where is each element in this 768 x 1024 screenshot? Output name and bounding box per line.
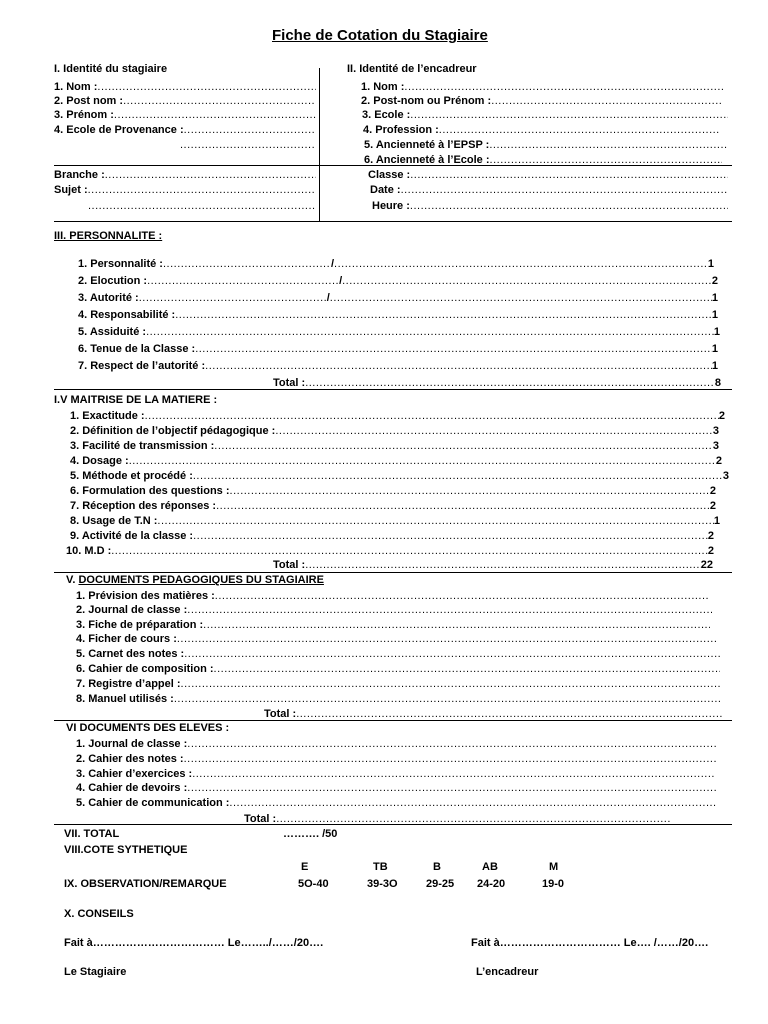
range-tb: 39-3O — [367, 878, 398, 890]
respect-autorite-row[interactable]: 7. Respect de l’autorité : ..... 1 — [78, 359, 718, 373]
ficher-cours-row[interactable]: 4. Ficher de cours : ..... — [76, 632, 716, 646]
elocution-row[interactable]: 2. Elocution : ..... / ..... 2 — [78, 274, 718, 288]
stagiaire-heading: I. Identité du stagiaire — [54, 63, 168, 75]
personnalite-heading: III. PERSONNALITE : — [54, 230, 163, 242]
registre-appel-row[interactable]: 7. Registre d’appel : ..... — [76, 677, 720, 691]
encadreur-nom-field[interactable]: 1. Nom : ..... — [361, 80, 723, 94]
personnalite-total-row[interactable]: Total : ..... 8 — [273, 376, 721, 390]
encadreur-heure-field[interactable]: Heure : ..... — [372, 199, 728, 213]
docs-eleves-rule — [54, 824, 732, 825]
total-value[interactable]: ………. /50 — [283, 828, 338, 840]
personnalite-row[interactable]: 1. Personnalité : ..... / ..... 1 — [78, 257, 714, 271]
responsabilite-row[interactable]: 4. Responsabilité : ..... 1 — [78, 308, 718, 322]
page-title: Fiche de Cotation du Stagiaire — [272, 27, 488, 44]
transmission-row[interactable]: 3. Facilité de transmission : ..... 3 — [70, 439, 719, 453]
stagiaire-nom-field[interactable]: 1. Nom : ..... — [54, 80, 316, 94]
range-ab: 24-20 — [477, 878, 506, 890]
grade-b: B — [433, 861, 441, 873]
md-row[interactable]: 10. M.D : ..... 2 — [66, 544, 714, 558]
fait-left[interactable]: Fait à……………………………… Le……../……/20…. — [64, 937, 324, 949]
docs-stagiaire-heading: V. DOCUMENTS PEDAGOGIQUES DU STAGIAIRE — [66, 574, 324, 586]
eleves-cahier-exercices-row[interactable]: 3. Cahier d’exercices : ..... — [76, 767, 716, 781]
docs-eleves-heading: VI DOCUMENTS DES ELEVES : — [66, 722, 230, 734]
personnalite-rule — [54, 389, 732, 390]
encadreur-anciennete-epsp-field[interactable]: 5. Ancienneté à l’EPSP : ..... — [364, 138, 728, 152]
stagiaire-ecole-field[interactable]: 4. Ecole de Provenance : ..... — [54, 123, 316, 137]
stagiaire-prenom-field[interactable]: 3. Prénom : ..... — [54, 108, 316, 122]
journal-classe-row[interactable]: 2. Journal de classe : ..... — [76, 603, 712, 617]
docs-stagiaire-total-row[interactable]: Total : ..... — [264, 707, 722, 721]
stagiaire-sujet-continuation[interactable] — [88, 199, 316, 213]
formulation-questions-row[interactable]: 6. Formulation des questions : ..... 2 — [70, 484, 716, 498]
grade-m: M — [549, 861, 559, 873]
stagiaire-ecole-continuation[interactable] — [180, 138, 316, 152]
dosage-row[interactable]: 4. Dosage : ..... 2 — [70, 454, 722, 468]
grade-tb: TB — [373, 861, 388, 873]
range-m: 19-0 — [542, 878, 565, 890]
exactitude-row[interactable]: 1. Exactitude : ..... 2 — [70, 409, 725, 423]
eleves-cahier-devoirs-row[interactable]: 4. Cahier de devoirs : ..... — [76, 781, 716, 795]
fiche-preparation-row[interactable]: 3. Fiche de préparation : ..... — [76, 618, 710, 632]
stagiaire-postnom-field[interactable]: 2. Post nom : ..... — [54, 94, 316, 108]
encadreur-heading: II. Identité de l’encadreur — [347, 63, 477, 75]
grade-e: E — [301, 861, 309, 873]
eleves-cahier-notes-row[interactable]: 2. Cahier des notes : ..... — [76, 752, 716, 766]
range-e: 5O-40 — [298, 878, 329, 890]
tenue-classe-row[interactable]: 6. Tenue de la Classe : ..... 1 — [78, 342, 718, 356]
total-label: VII. TOTAL — [64, 828, 120, 840]
autorite-row[interactable]: 3. Autorité : ..... / ..... 1 — [78, 291, 718, 305]
maitrise-heading: I.V MAITRISE DE LA MATIERE : — [54, 394, 218, 406]
manuel-utilises-row[interactable]: 8. Manuel utilisés : ..... — [76, 692, 720, 706]
fait-right[interactable]: Fait à…………………………… Le…. /……/20…. — [471, 937, 709, 949]
observation-label: IX. OBSERVATION/REMARQUE — [64, 878, 227, 890]
activite-classe-row[interactable]: 9. Activité de la classe : ..... 2 — [70, 529, 714, 543]
signature-stagiaire: Le Stagiaire — [64, 966, 127, 978]
stagiaire-sujet-field[interactable]: Sujet : ..... — [54, 183, 316, 197]
cahier-composition-row[interactable]: 6. Cahier de composition : ..... — [76, 662, 720, 676]
conseils-label: X. CONSEILS — [64, 908, 134, 920]
reception-reponses-row[interactable]: 7. Réception des réponses : ..... 2 — [70, 499, 716, 513]
identity-bottom-rule — [54, 221, 732, 222]
encadreur-postnom-field[interactable]: 2. Post-nom ou Prénom : ..... — [361, 94, 721, 108]
encadreur-ecole-field[interactable]: 3. Ecole : ..... — [362, 108, 728, 122]
methode-procede-row[interactable]: 5. Méthode et procédé : ..... 3 — [70, 469, 729, 483]
signature-encadreur: L’encadreur — [476, 966, 539, 978]
usage-tn-row[interactable]: 8. Usage de T.N : ..... 1 — [70, 514, 720, 528]
encadreur-anciennete-ecole-field[interactable]: 6. Ancienneté à l’Ecole : ..... — [364, 153, 722, 167]
carnet-notes-row[interactable]: 5. Carnet des notes : ..... — [76, 647, 720, 661]
encadreur-date-field[interactable]: Date : ..... — [370, 183, 728, 197]
assiduite-row[interactable]: 5. Assiduité : ..... 1 — [78, 325, 720, 339]
maitrise-total-row[interactable]: Total : ..... 22 — [273, 558, 713, 572]
cote-label: VIII.COTE SYTHETIQUE — [64, 844, 188, 856]
encadreur-classe-field[interactable]: Classe : ..... — [368, 168, 728, 182]
prevision-matieres-row[interactable]: 1. Prévision des matières : ..... — [76, 589, 710, 603]
grade-ab: AB — [482, 861, 498, 873]
identity-divider — [319, 68, 320, 222]
eleves-cahier-communication-row[interactable]: 5. Cahier de communication : ..... — [76, 796, 716, 810]
eleves-journal-classe-row[interactable]: 1. Journal de classe : ..... — [76, 737, 716, 751]
docs-eleves-total-row[interactable]: Total : ..... — [244, 812, 670, 826]
stagiaire-branche-field[interactable]: Branche : ..... — [54, 168, 316, 182]
range-b: 29-25 — [426, 878, 455, 890]
encadreur-profession-field[interactable]: 4. Profession : ..... — [363, 123, 719, 137]
objectif-pedagogique-row[interactable]: 2. Définition de l’objectif pédagogique : ..... 3 — [70, 424, 719, 438]
